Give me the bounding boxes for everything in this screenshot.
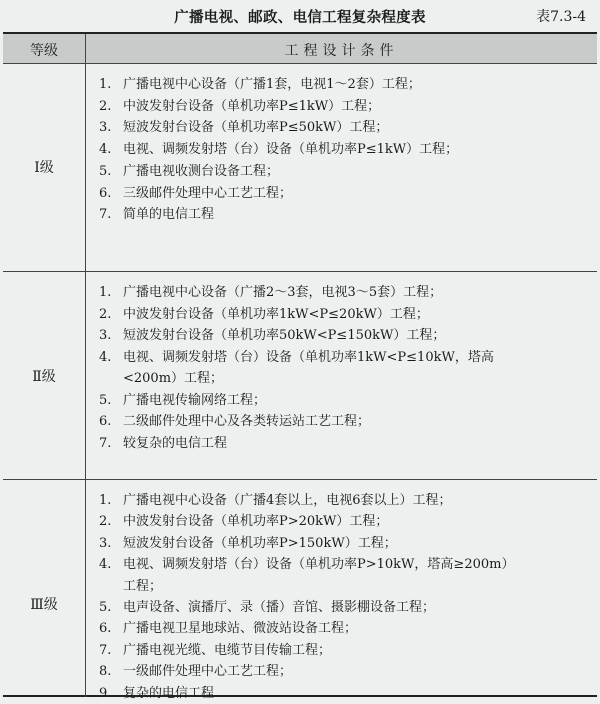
condition-list (99, 282, 589, 454)
item-text: 广播电视中心设备（广播2～3套，电视3～5套）工程； (123, 285, 443, 300)
list-item (99, 554, 589, 575)
item-number: 1. (99, 493, 112, 508)
list-item (99, 533, 589, 554)
table-number: 表7.3-4 (536, 9, 586, 25)
item-number: 1. (99, 285, 112, 300)
item-text: 电视、调频发射塔（台）设备（单机功率P≤1kW）工程； (123, 142, 459, 158)
column-divider (85, 64, 86, 271)
item-number: 4. (99, 557, 112, 573)
list-item (99, 282, 589, 304)
item-text: 短波发射台设备（单机功率P≤50kW）工程； (123, 120, 389, 136)
column-divider (85, 480, 86, 697)
list-item (99, 576, 589, 597)
item-number: 6. (99, 414, 112, 429)
list-item (99, 511, 589, 532)
list-item (99, 96, 589, 118)
list-item (99, 640, 589, 661)
condition-list (99, 74, 589, 226)
grade-section-1 (3, 64, 597, 272)
item-text: 广播电视收测台设备工程； (123, 163, 280, 179)
header-conditions: 工程设计条件 (284, 43, 399, 59)
item-text: 电视、调频发射塔（台）设备（单机功率P>10kW，塔高≥200m） (123, 557, 515, 573)
column-divider (85, 272, 86, 479)
list-item (99, 183, 589, 205)
list-item (99, 204, 589, 226)
item-text: 短波发射台设备（单机功率50kW<P≤150kW）工程； (123, 328, 446, 343)
list-item (99, 161, 589, 183)
item-number: 6. (99, 621, 112, 637)
list-item (99, 490, 589, 511)
item-number: 6. (99, 185, 112, 201)
list-item (99, 304, 589, 326)
item-number: 4. (99, 349, 112, 365)
item-text: 广播电视中心设备（广播4套以上，电视6套以上）工程； (123, 493, 452, 508)
item-text: 一级邮件处理中心工艺工程； (123, 664, 293, 680)
table-caption (0, 4, 600, 30)
item-number: 8. (99, 664, 112, 680)
item-text: 广播电视中心设备（广播1套，电视1～2套）工程； (123, 77, 421, 92)
grade-section-3 (3, 480, 597, 701)
item-text: 简单的电信工程 (123, 207, 215, 223)
item-text: 广播电视卫星地球站、微波站设备工程； (123, 621, 358, 637)
item-number: 3. (99, 535, 112, 551)
item-number: 9. (99, 685, 112, 701)
list-item (99, 411, 589, 433)
item-text: 中波发射台设备（单机功率P>20kW）工程； (123, 514, 389, 530)
item-text: 中波发射台设备（单机功率P≤1kW）工程； (123, 98, 381, 114)
item-text: 二级邮件处理中心及各类转运站工艺工程； (123, 414, 371, 429)
item-number (99, 576, 123, 597)
item-text: 复杂的电信工程 (123, 685, 215, 701)
item-number: 5. (99, 163, 112, 179)
list-item (99, 139, 589, 161)
item-number: 7. (99, 207, 112, 223)
table-header-row (3, 34, 597, 64)
item-text: 电声设备、演播厅、录（播）音馆、摄影棚设备工程； (123, 600, 436, 616)
list-item (99, 661, 589, 682)
item-number: 2. (99, 306, 112, 322)
condition-list (99, 490, 589, 704)
list-item (99, 368, 589, 390)
item-text: 广播电视光缆、电缆节目传输工程； (123, 642, 332, 658)
item-number: 5. (99, 392, 112, 408)
table-title: 广播电视、邮政、电信工程复杂程度表 (174, 10, 426, 26)
header-grade: 等级 (30, 43, 58, 59)
item-text: 广播电视传输网络工程； (123, 392, 267, 408)
item-number: 4. (99, 142, 112, 158)
item-number: 3. (99, 328, 112, 343)
item-number: 2. (99, 514, 112, 530)
item-text: 电视、调频发射塔（台）设备（单机功率1kW<P≤10kW，塔高 (123, 349, 494, 365)
grade-label: Ⅲ级 (30, 597, 58, 613)
list-item (99, 390, 589, 412)
grade-section-2 (3, 272, 597, 480)
item-number: 1. (99, 77, 112, 92)
list-item (99, 74, 589, 96)
item-text: 三级邮件处理中心工艺工程； (123, 185, 293, 201)
item-number: 7. (99, 435, 112, 451)
item-number: 2. (99, 98, 112, 114)
grade-label: Ⅱ级 (32, 369, 56, 385)
item-text: <200m）工程； (123, 371, 224, 386)
item-text: 中波发射台设备（单机功率1kW<P≤20kW）工程； (123, 306, 429, 322)
item-text: 较复杂的电信工程 (123, 435, 228, 451)
list-item (99, 597, 589, 618)
list-item (99, 683, 589, 704)
list-item (99, 117, 589, 139)
item-text: 短波发射台设备（单机功率P>150kW）工程； (123, 535, 397, 551)
list-item (99, 347, 589, 369)
list-item (99, 618, 589, 639)
item-text: 工程； (123, 578, 163, 594)
complexity-table (3, 32, 597, 701)
item-number (99, 368, 123, 390)
item-number: 3. (99, 120, 112, 136)
list-item (99, 433, 589, 455)
grade-label: Ⅰ级 (34, 160, 54, 176)
item-number: 5. (99, 600, 112, 616)
list-item (99, 325, 589, 347)
item-number: 7. (99, 642, 112, 658)
